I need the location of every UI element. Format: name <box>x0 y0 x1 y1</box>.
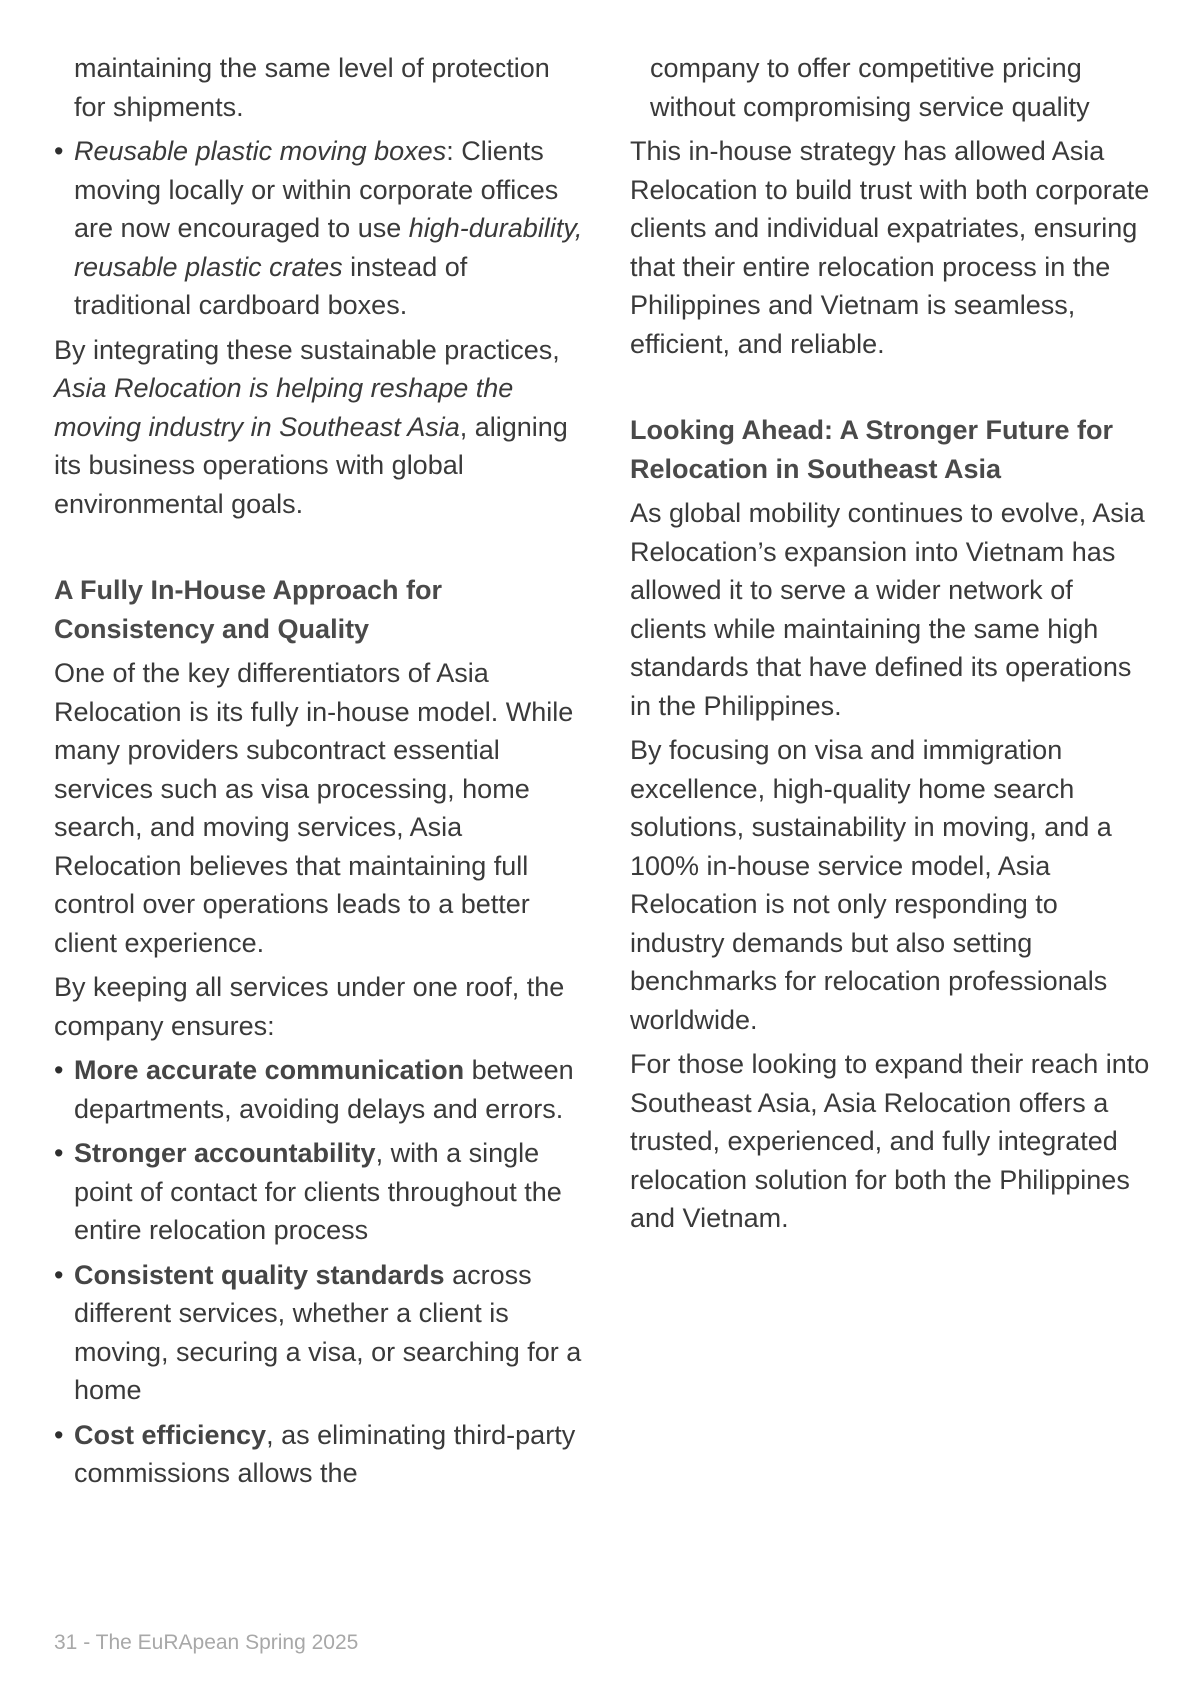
bullet-text: , with a single point of contact for clients throughout the entire relocation process <box>74 1138 562 1245</box>
paragraph-text-end: , aligning its business operations with global environmental goals. <box>54 411 568 519</box>
bullet-bold-lead: More accurate communication <box>74 1055 465 1085</box>
bullet-bold-lead: Cost efficiency <box>74 1419 267 1450</box>
global-mobility-paragraph: As global mobility continues to evolve, Asia Relocation’s expansion into Vietnam has allowed it to serve a wider network of clients while maintaining the same high standards that have defined its operations in the Philippines. <box>630 498 1145 721</box>
bullet-cost-efficiency <box>54 1416 584 1493</box>
bullet-text: across different services, whether a client is moving, securing a visa, or searching for a home <box>74 1259 582 1405</box>
integrating-paragraph <box>54 331 584 524</box>
bullet-communication <box>54 1051 584 1128</box>
bullet-bold-lead: Stronger accountability <box>74 1138 376 1168</box>
strategy-paragraph: This in-house strategy has allowed Asia Relocation to build trust with both corporate clients and individual expatriates, ensuring that their entire relocation process in the Philippines and Vietnam is seamless, efficient, and reliable. <box>630 136 1150 359</box>
page-footer: 31 - The EuRApean Spring 2025 <box>54 1631 359 1654</box>
bullet-reusable-boxes <box>54 132 584 325</box>
bullet-italic-phrase: high-durability, reusable plastic crates <box>74 213 583 282</box>
paragraph-italic-phrase: Asia Relocation is helping reshape the moving industry in Southeast Asia <box>54 373 514 442</box>
continued-bullet-text: company to offer competitive pricing without compromising service quality <box>650 53 1090 122</box>
right-column <box>630 49 1150 1244</box>
continued-bullet-text: maintaining the same level of protection for shipments. <box>74 53 550 122</box>
keeping-services-paragraph: By keeping all services under one roof, the company ensures: <box>54 972 565 1041</box>
bullet-text-end: instead of traditional cardboard boxes. <box>74 251 468 320</box>
heading-looking-ahead: Looking Ahead: A Stronger Future for Relocation in Southeast Asia <box>630 415 1113 484</box>
sustainability-bullet-list <box>54 132 584 325</box>
ensures-bullet-list <box>54 1051 584 1493</box>
heading-inhouse-approach: A Fully In-House Approach for Consistency and Quality <box>54 575 443 644</box>
paragraph-text: By integrating these sustainable practices, <box>54 334 560 365</box>
focusing-paragraph: By focusing on visa and immigration excellence, high-quality home search solutions, sustainability in moving, and a 100% in-house service model, Asia Relocation is not only responding to industry demands but also setting benchmarks for relocation professionals worldwide. <box>630 735 1112 1035</box>
bullet-accountability <box>54 1134 584 1250</box>
differentiators-paragraph: One of the key differentiators of Asia Relocation is its fully in-house model. While many providers subcontract essential services such as visa processing, home search, and moving services, Asia Relocation believes that maintaining full control over operations leads to a better client experience. <box>54 658 574 958</box>
bullet-bold-lead: Consistent quality standards <box>74 1259 445 1290</box>
left-column <box>54 49 584 1499</box>
bullet-lead-italic: Reusable plastic moving boxes <box>74 136 447 166</box>
bullet-text: between departments, avoiding delays and errors. <box>74 1055 574 1124</box>
bullet-text: , as eliminating third-party commissions allows the <box>74 1419 576 1488</box>
expand-reach-paragraph: For those looking to expand their reach into Southeast Asia, Asia Relocation offers a trusted, experienced, and fully integrated relocation solution for both the Philippines and Vietnam. <box>630 1049 1150 1233</box>
bullet-text: : Clients moving locally or within corporate offices are now encouraged to use <box>74 136 559 243</box>
bullet-quality-standards <box>54 1256 584 1410</box>
